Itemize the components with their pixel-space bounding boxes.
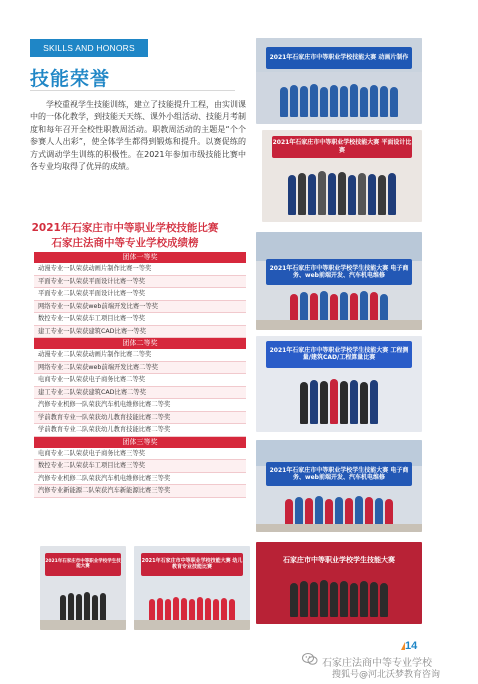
- result-row: 动漫专业二队荣获动画片制作比赛二等奖: [34, 349, 246, 362]
- result-row: 建工专业一队荣获建筑CAD比赛一等奖: [34, 326, 246, 339]
- photo-people: [264, 84, 413, 117]
- result-row: 电商专业二队荣获电子商务比赛三等奖: [34, 448, 246, 461]
- photo-people: [264, 496, 413, 525]
- intro-paragraph: 学校重视学生技能训练，建立了技能提升工程，由实训课中的一体化教学，到技能天天练、课外小组活动、技能月考制度和每年召开全校性职教周活动。职教周活动的主题是“个个参赛人人出彩”，使全体学生都得到锻炼和提升。以赛促练的方式调动学生训练的积极性。在2021年参加市级技能比赛中各专业均取得了优异的成绩。: [30, 100, 246, 172]
- result-row: 网络专业一队荣获web前端开发比赛一等奖: [34, 301, 246, 314]
- wechat-icon: [302, 652, 318, 666]
- photo-banner: 2021年石家庄市中等职业学校学生技能大赛 电子商务、web前端开发、汽车机电维修: [266, 462, 412, 486]
- result-row: 动漫专业一队荣获动画片制作比赛一等奖: [34, 263, 246, 276]
- result-row: 电商专业一队荣获电子商务比赛二等奖: [34, 374, 246, 387]
- watermark-source: 搜狐号@河北沃梦教育咨询: [332, 670, 441, 680]
- photo-ecommerce-contest: [256, 232, 422, 330]
- photo-graphic-design-contest: [262, 130, 422, 222]
- results-table: [34, 252, 246, 498]
- result-row: 平面专业二队荣获平面设计比赛一等奖: [34, 288, 246, 301]
- results-title-line2: 石家庄法商中等专业学校成绩榜: [51, 237, 199, 249]
- result-row: 学前教育专业二队荣获幼儿教育技能比赛二等奖: [34, 424, 246, 437]
- group-header: 团体二等奖: [34, 338, 246, 349]
- photo-people: [264, 379, 413, 424]
- title-divider: [30, 90, 235, 91]
- result-row: 建工专业二队荣获建筑CAD比赛二等奖: [34, 387, 246, 400]
- photo-banner: 2021年石家庄市中等职业学校技能大赛 平面设计比赛: [272, 136, 413, 158]
- group-header: 团体三等奖: [34, 437, 246, 448]
- watermark-school: 石家庄法商中等专业学校: [322, 658, 432, 669]
- result-row: 汽修专业机修二队荣获汽车机电维修比赛三等奖: [34, 473, 246, 486]
- photo-banner: 2021年石家庄市中等职业学校技能大赛 动画片制作: [266, 47, 412, 69]
- photo-banner: 2021年石家庄市中等职业学校学生技能大赛 工程测量/建筑CAD/工程算量比赛: [266, 341, 412, 368]
- photo-preschool-contest: [134, 546, 250, 630]
- result-row: 学前教育专业一队荣获幼儿教育技能比赛二等奖: [34, 412, 246, 425]
- result-row: 平面专业一队荣获平面设计比赛一等奖: [34, 276, 246, 289]
- photo-animation-contest: [256, 38, 422, 124]
- photo-contest-group: [40, 546, 126, 630]
- photo-people: [264, 291, 413, 322]
- page-number: 14: [405, 640, 418, 652]
- photo-people: [270, 171, 414, 215]
- result-row: 汽修专业机修一队荣获汽车机电维修比赛二等奖: [34, 399, 246, 412]
- photo-auto-repair-contest: [256, 440, 422, 532]
- photo-contest-stage: [256, 542, 422, 624]
- page-title: 技能荣誉: [30, 68, 111, 90]
- result-row: 数控专业一队荣获车工项目比赛一等奖: [34, 313, 246, 326]
- result-row: 汽修专业新能源二队荣获汽车新能源比赛三等奖: [34, 485, 246, 498]
- section-tag: SKILLS AND HONORS: [30, 39, 148, 57]
- photo-banner: 2021年石家庄市中等职业学校技能大赛 幼儿教育专业技能比赛: [141, 553, 243, 577]
- photo-people: [264, 580, 413, 617]
- photo-people: [44, 592, 121, 623]
- result-row: 数控专业二队荣获车工项目比赛三等奖: [34, 460, 246, 473]
- group-header: 团体一等奖: [34, 252, 246, 263]
- photo-cad-contest: [256, 336, 422, 432]
- photo-banner: 石家庄市中等职业学校学生技能大赛: [283, 555, 395, 564]
- group-first-prize: [34, 252, 246, 338]
- result-row: 网络专业二队荣获web前端开发比赛二等奖: [34, 362, 246, 375]
- group-second-prize: [34, 338, 246, 437]
- group-third-prize: [34, 437, 246, 498]
- results-title-line1: 2021年石家庄市中等职业学校技能比赛: [31, 222, 219, 234]
- photo-banner: 2021年石家庄市中等职业学校学生技能大赛: [45, 553, 121, 577]
- photo-banner: 2021年石家庄市中等职业学校学生技能大赛 电子商务、web前端开发、汽车机电维修: [266, 259, 412, 284]
